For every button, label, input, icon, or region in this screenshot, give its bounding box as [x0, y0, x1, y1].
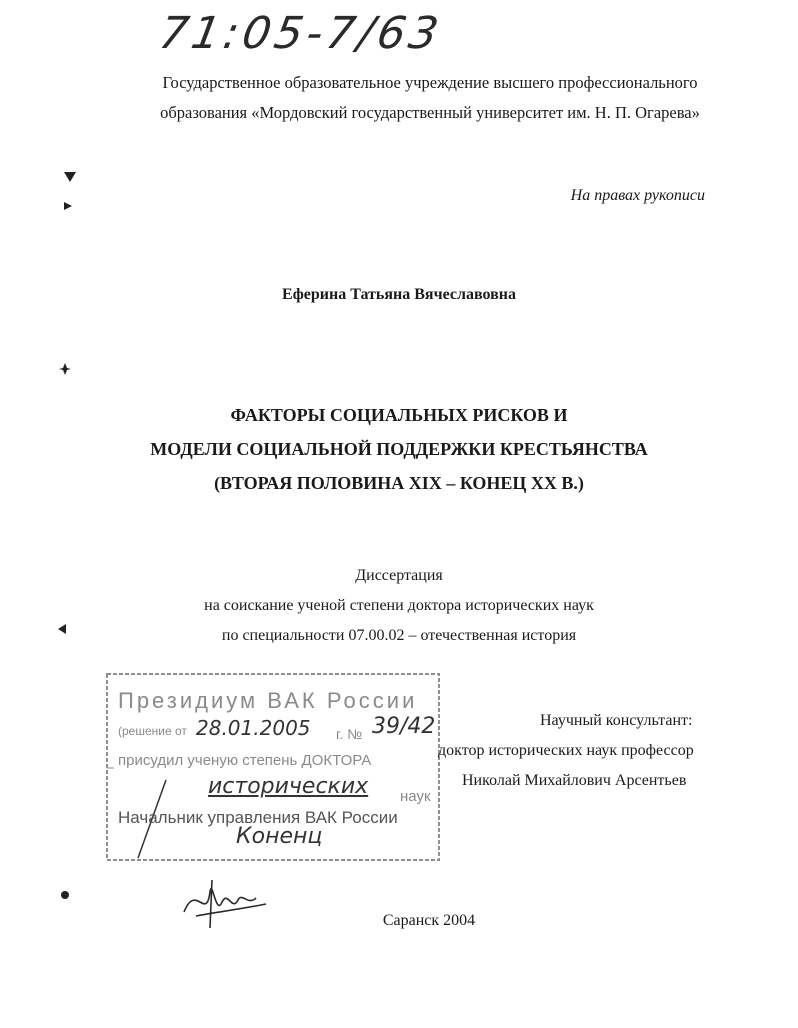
margin-mark-icon: [60, 168, 80, 218]
margin-dot-icon: [58, 888, 72, 902]
handwritten-archive-number: [155, 8, 460, 68]
institution-line-1: Государственное образовательное учреждение высшего профессионального: [162, 73, 698, 92]
stamp-line-5: Начальник управления ВАК России: [118, 808, 398, 827]
stamp-signature: Коненц: [236, 824, 323, 849]
consultant-degree: доктор исторических наук профессор: [438, 742, 694, 759]
author-name: Еферина Татьяна Вячеславовна: [282, 286, 516, 303]
consultant-block: [438, 706, 738, 796]
degree-line-2: на соискание ученой степени доктора исторических наук: [204, 597, 594, 614]
stamp-number: 39/42: [372, 714, 436, 739]
stamp-line-1: Президиум ВАК России: [118, 688, 418, 713]
archive-number-text: 71:05-7/63: [155, 8, 446, 59]
rights-note: На правах рукописи: [570, 187, 705, 204]
degree-block: [0, 561, 798, 651]
stamp-line-4-suffix: наук: [400, 788, 431, 805]
title-line-2: МОДЕЛИ СОЦИАЛЬНОЙ ПОДДЕРЖКИ КРЕСТЬЯНСТВА: [150, 439, 648, 459]
stamp-line-2-mid: г. №: [336, 726, 363, 742]
margin-arrow-icon: [56, 622, 70, 636]
dissertation-title: [0, 398, 798, 500]
stamp-date: 28.01.2005: [196, 716, 311, 740]
stamp-line-2-prefix: (решение от: [118, 724, 187, 738]
stamp-field-handwritten: исторических: [208, 774, 369, 799]
title-line-1: ФАКТОРЫ СОЦИАЛЬНЫХ РИСКОВ И: [230, 405, 568, 425]
institution-line-2: образования «Мордовский государственный университет им. Н. П. Огарева»: [160, 103, 700, 122]
degree-line-3: по специальности 07.00.02 – отечественная история: [221, 627, 577, 644]
title-line-3: (ВТОРАЯ ПОЛОВИНА XIX – КОНЕЦ XX В.): [214, 473, 584, 493]
vak-stamp: [104, 668, 442, 864]
consultant-label: Научный консультант:: [540, 712, 693, 729]
margin-star-icon: [58, 362, 72, 376]
place-year: Саранск 2004: [382, 912, 476, 929]
consultant-name: Николай Михайлович Арсентьев: [462, 772, 687, 789]
institution-block: [100, 68, 760, 128]
degree-line-1: Диссертация: [355, 567, 443, 584]
stamp-line-3: присудил ученую степень ДОКТОРА: [118, 752, 372, 769]
